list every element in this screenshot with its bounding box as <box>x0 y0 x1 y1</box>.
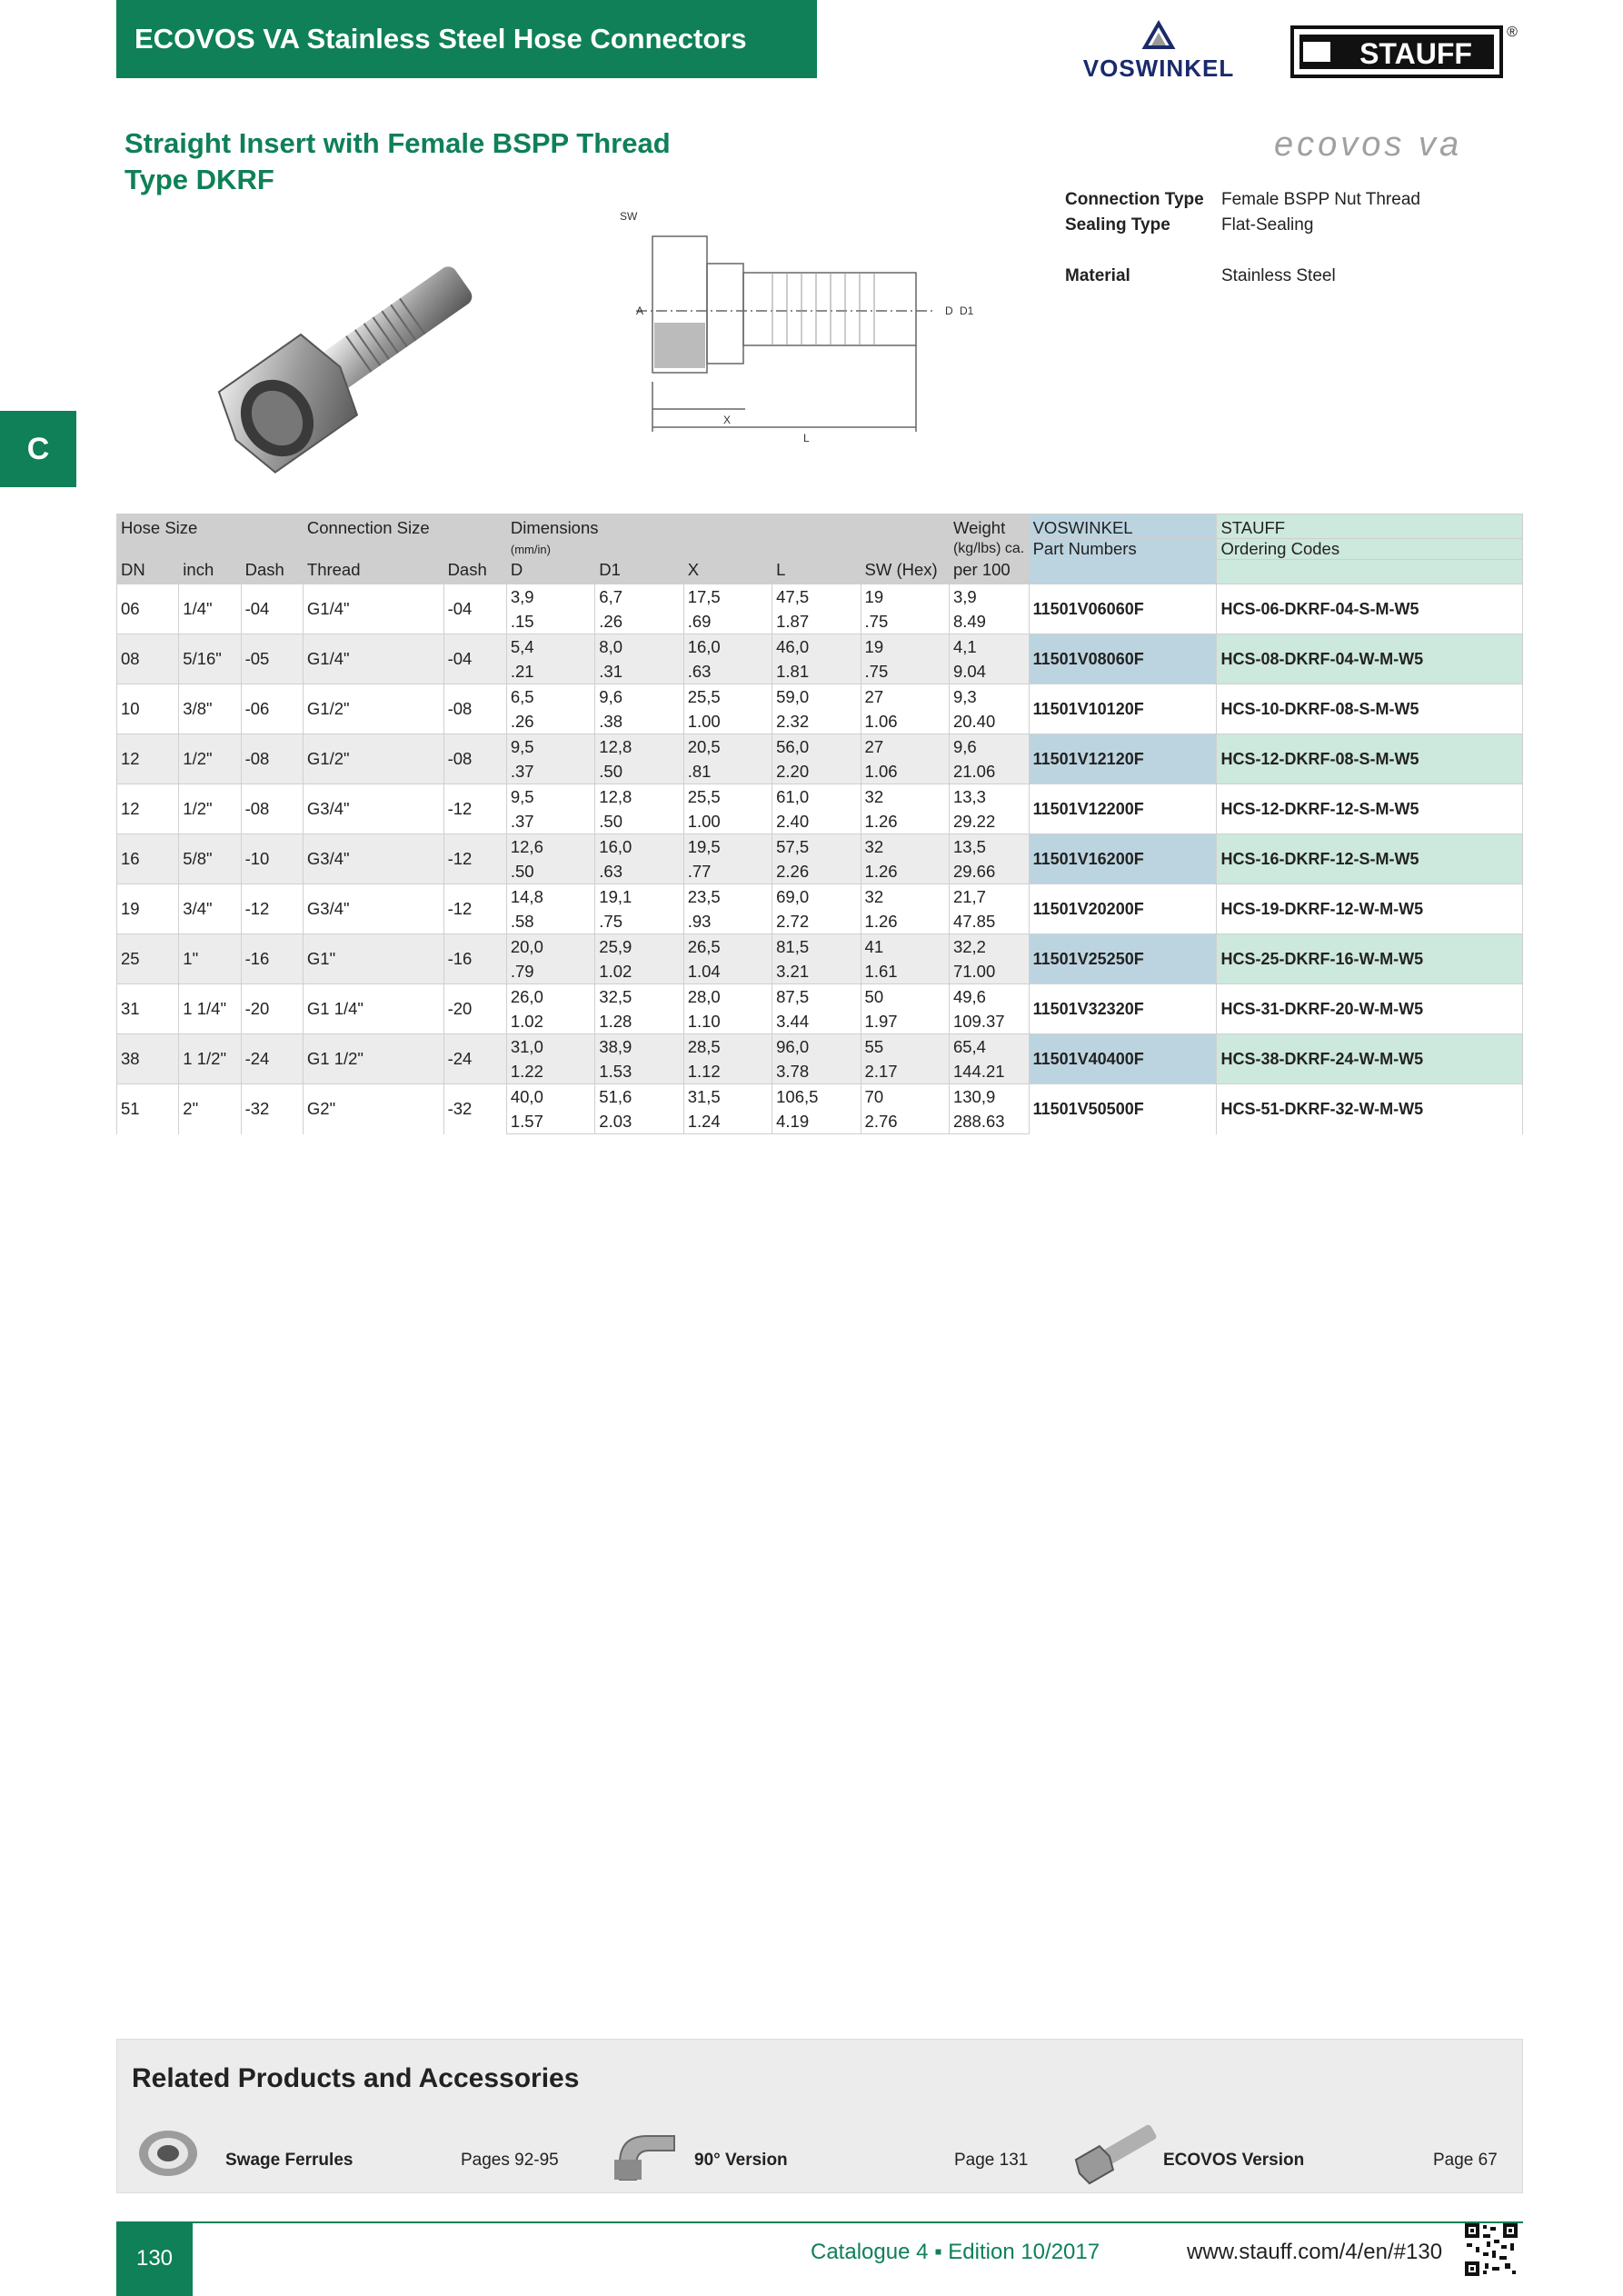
cell-d-in: .21 <box>506 659 594 684</box>
cell-weight-lbs: 71.00 <box>949 959 1029 984</box>
qr-code-icon[interactable] <box>1465 2223 1518 2276</box>
footer-line <box>116 2221 1523 2223</box>
col-thread: Thread <box>303 560 443 584</box>
header-hose-size: Hose Size <box>117 514 304 539</box>
cell-sw-mm: 32 <box>861 834 949 860</box>
cell-weight-lbs: 144.21 <box>949 1059 1029 1084</box>
cell-dn: 31 <box>117 984 179 1034</box>
cell-d-mm: 26,0 <box>506 984 594 1010</box>
stauff-text: STAUFF <box>1359 37 1472 70</box>
cell-l-in: 2.20 <box>772 759 861 784</box>
cell-weight-kg: 21,7 <box>949 884 1029 910</box>
cell-sw-in: 1.26 <box>861 859 949 884</box>
cell-thread: G1 1/2" <box>303 1034 443 1084</box>
cell-sw-in: 1.26 <box>861 909 949 934</box>
cell-sw-mm: 55 <box>861 1034 949 1060</box>
cell-sw-mm: 32 <box>861 784 949 810</box>
cell-d1-mm: 16,0 <box>595 834 683 860</box>
cell-sw-mm: 27 <box>861 734 949 760</box>
cell-weight-lbs: 8.49 <box>949 609 1029 634</box>
cell-d-in: .50 <box>506 859 594 884</box>
header-voswinkel-sub: Part Numbers <box>1029 539 1217 560</box>
cell-x-mm: 16,0 <box>683 634 772 660</box>
cell-ordering-code: HCS-06-DKRF-04-S-M-W5 <box>1217 584 1523 634</box>
cell-inch: 3/8" <box>179 684 241 734</box>
cell-weight-lbs: 288.63 <box>949 1109 1029 1134</box>
cell-x-in: .93 <box>683 909 772 934</box>
table-row <box>117 1034 1523 1060</box>
cell-d1-mm: 9,6 <box>595 684 683 710</box>
cell-ordering-code: HCS-12-DKRF-08-S-M-W5 <box>1217 734 1523 784</box>
cell-l-in: 2.32 <box>772 709 861 734</box>
cell-d1-in: .26 <box>595 609 683 634</box>
cell-x-in: 1.12 <box>683 1059 772 1084</box>
product-title-line1: Straight Insert with Female BSPP Thread <box>124 127 671 159</box>
cell-d1-mm: 19,1 <box>595 884 683 910</box>
spec-label-connection: Connection Type <box>1065 190 1204 209</box>
cell-ordering-code: HCS-10-DKRF-08-S-M-W5 <box>1217 684 1523 734</box>
col-inch: inch <box>179 560 241 584</box>
cell-x-in: 1.00 <box>683 809 772 834</box>
cell-thread: G3/4" <box>303 834 443 884</box>
cell-weight-lbs: 21.06 <box>949 759 1029 784</box>
cell-sw-in: 1.97 <box>861 1009 949 1034</box>
cell-l-in: 4.19 <box>772 1109 861 1134</box>
cell-x-in: 1.24 <box>683 1109 772 1134</box>
cell-ordering-code: HCS-08-DKRF-04-W-M-W5 <box>1217 634 1523 684</box>
cell-d-mm: 40,0 <box>506 1084 594 1110</box>
header-voswinkel: VOSWINKEL <box>1029 514 1217 539</box>
cell-conn-dash: -04 <box>443 634 506 684</box>
cell-weight-kg: 32,2 <box>949 934 1029 960</box>
cell-inch: 2" <box>179 1084 241 1134</box>
spec-label-material: Material <box>1065 266 1130 285</box>
cell-thread: G3/4" <box>303 784 443 834</box>
cell-l-in: 2.40 <box>772 809 861 834</box>
cell-sw-mm: 27 <box>861 684 949 710</box>
col-dash: Dash <box>241 560 303 584</box>
cell-d-in: .26 <box>506 709 594 734</box>
cell-weight-lbs: 20.40 <box>949 709 1029 734</box>
cell-conn-dash: -20 <box>443 984 506 1034</box>
cell-ordering-code: HCS-12-DKRF-12-S-M-W5 <box>1217 784 1523 834</box>
cell-x-in: .69 <box>683 609 772 634</box>
cell-weight-kg: 9,6 <box>949 734 1029 760</box>
stauff-logo <box>1290 22 1519 80</box>
cell-d-in: 1.22 <box>506 1059 594 1084</box>
drawing-label-sw: SW <box>620 210 638 223</box>
cell-dash: -10 <box>241 834 303 884</box>
cell-sw-in: .75 <box>861 659 949 684</box>
cell-d-in: .15 <box>506 609 594 634</box>
related-page-ecovos-version[interactable]: Page 67 <box>1433 2151 1498 2170</box>
cell-l-in: 1.81 <box>772 659 861 684</box>
cell-x-in: 1.00 <box>683 709 772 734</box>
cell-x-mm: 19,5 <box>683 834 772 860</box>
cell-thread: G3/4" <box>303 884 443 934</box>
cell-l-mm: 46,0 <box>772 634 861 660</box>
cell-d-mm: 12,6 <box>506 834 594 860</box>
cell-x-in: 1.10 <box>683 1009 772 1034</box>
cell-ordering-code: HCS-31-DKRF-20-W-M-W5 <box>1217 984 1523 1034</box>
product-photo <box>191 227 518 491</box>
cell-weight-kg: 49,6 <box>949 984 1029 1010</box>
header-stauff-sub: Ordering Codes <box>1217 539 1523 560</box>
spec-value-material: Stainless Steel <box>1221 266 1336 285</box>
section-tab: C <box>0 411 76 487</box>
cell-d1-mm: 32,5 <box>595 984 683 1010</box>
cell-thread: G1/4" <box>303 634 443 684</box>
cell-weight-lbs: 29.22 <box>949 809 1029 834</box>
cell-part-number: 11501V40400F <box>1029 1034 1217 1084</box>
cell-x-mm: 28,0 <box>683 984 772 1010</box>
col-sw: SW (Hex) <box>861 560 949 584</box>
cell-l-mm: 96,0 <box>772 1034 861 1060</box>
header-weight: Weight <box>949 514 1029 539</box>
cell-inch: 1/4" <box>179 584 241 634</box>
cell-d-in: .58 <box>506 909 594 934</box>
cell-x-mm: 26,5 <box>683 934 772 960</box>
cell-d1-in: .63 <box>595 859 683 884</box>
cell-l-in: 3.21 <box>772 959 861 984</box>
cell-sw-in: .75 <box>861 609 949 634</box>
table-body <box>117 584 1523 1134</box>
spec-label-sealing: Sealing Type <box>1065 215 1170 235</box>
drawing-label-d1: D1 <box>960 304 974 317</box>
cell-part-number: 11501V06060F <box>1029 584 1217 634</box>
cell-d1-mm: 6,7 <box>595 584 683 610</box>
technical-drawing <box>609 209 1027 464</box>
cell-ordering-code: HCS-51-DKRF-32-W-M-W5 <box>1217 1084 1523 1134</box>
cell-d1-in: .38 <box>595 709 683 734</box>
col-weight: per 100 <box>949 560 1029 584</box>
cell-thread: G2" <box>303 1084 443 1134</box>
ecovos-version-image <box>1072 2116 1163 2189</box>
cell-sw-in: 2.17 <box>861 1059 949 1084</box>
cell-inch: 1/2" <box>179 734 241 784</box>
table-row <box>117 934 1523 960</box>
cell-conn-dash: -12 <box>443 834 506 884</box>
cell-sw-mm: 50 <box>861 984 949 1010</box>
page-number: 130 <box>116 2221 193 2296</box>
col-x: X <box>683 560 772 584</box>
cell-l-in: 1.87 <box>772 609 861 634</box>
swage-ferrule-image <box>136 2127 200 2180</box>
cell-d-mm: 6,5 <box>506 684 594 710</box>
cell-inch: 5/8" <box>179 834 241 884</box>
cell-d-mm: 9,5 <box>506 784 594 810</box>
cell-d-in: .37 <box>506 809 594 834</box>
spec-value-sealing: Flat-Sealing <box>1221 215 1314 235</box>
cell-x-in: .63 <box>683 659 772 684</box>
cell-l-mm: 56,0 <box>772 734 861 760</box>
cell-dn: 12 <box>117 784 179 834</box>
cell-d-in: .37 <box>506 759 594 784</box>
cell-l-mm: 81,5 <box>772 934 861 960</box>
cell-d-mm: 5,4 <box>506 634 594 660</box>
cell-ordering-code: HCS-19-DKRF-12-W-M-W5 <box>1217 884 1523 934</box>
cell-x-mm: 23,5 <box>683 884 772 910</box>
cell-x-in: .81 <box>683 759 772 784</box>
cell-inch: 3/4" <box>179 884 241 934</box>
cell-l-in: 2.26 <box>772 859 861 884</box>
header-connection-size: Connection Size <box>303 514 506 539</box>
cell-dash: -12 <box>241 884 303 934</box>
cell-d1-in: .50 <box>595 809 683 834</box>
header-weight-units: (kg/lbs) ca. <box>949 539 1029 560</box>
related-title: Related Products and Accessories <box>132 2063 580 2093</box>
cell-d-mm: 20,0 <box>506 934 594 960</box>
cell-d-mm: 3,9 <box>506 584 594 610</box>
cell-d1-in: 2.03 <box>595 1109 683 1134</box>
related-item-swage-ferrules[interactable]: Swage Ferrules <box>225 2151 353 2170</box>
cell-x-in: 1.04 <box>683 959 772 984</box>
cell-part-number: 11501V32320F <box>1029 984 1217 1034</box>
header-dimensions: Dimensions <box>506 514 949 539</box>
cell-thread: G1/2" <box>303 684 443 734</box>
cell-part-number: 11501V12120F <box>1029 734 1217 784</box>
cell-dn: 08 <box>117 634 179 684</box>
product-title-line2: Type DKRF <box>124 164 274 195</box>
cell-l-in: 3.78 <box>772 1059 861 1084</box>
cell-l-mm: 59,0 <box>772 684 861 710</box>
table-row <box>117 984 1523 1010</box>
cell-d1-in: 1.28 <box>595 1009 683 1034</box>
cell-dash: -06 <box>241 684 303 734</box>
cell-dash: -32 <box>241 1084 303 1134</box>
cell-x-mm: 17,5 <box>683 584 772 610</box>
cell-x-mm: 25,5 <box>683 784 772 810</box>
cell-weight-kg: 9,3 <box>949 684 1029 710</box>
cell-weight-lbs: 47.85 <box>949 909 1029 934</box>
cell-d1-in: 1.53 <box>595 1059 683 1084</box>
cell-sw-in: 2.76 <box>861 1109 949 1134</box>
cell-part-number: 11501V12200F <box>1029 784 1217 834</box>
cell-conn-dash: -04 <box>443 584 506 634</box>
related-page-swage-ferrules[interactable]: Pages 92-95 <box>461 2151 559 2170</box>
related-item-90-version[interactable]: 90° Version <box>694 2151 788 2170</box>
cell-sw-mm: 19 <box>861 634 949 660</box>
related-page-90-version[interactable]: Page 131 <box>954 2151 1029 2170</box>
cell-weight-kg: 65,4 <box>949 1034 1029 1060</box>
cell-x-mm: 20,5 <box>683 734 772 760</box>
footer-url[interactable]: www.stauff.com/4/en/#130 <box>1187 2240 1443 2264</box>
cell-inch: 1" <box>179 934 241 984</box>
cell-d1-in: .75 <box>595 909 683 934</box>
table-row <box>117 634 1523 660</box>
cell-dn: 16 <box>117 834 179 884</box>
cell-d-mm: 9,5 <box>506 734 594 760</box>
cell-weight-kg: 130,9 <box>949 1084 1029 1110</box>
cell-conn-dash: -12 <box>443 784 506 834</box>
cell-sw-mm: 32 <box>861 884 949 910</box>
ecovos-logo: ecovos va <box>1274 125 1463 164</box>
cell-conn-dash: -08 <box>443 684 506 734</box>
cell-inch: 5/16" <box>179 634 241 684</box>
header-dim-units: (mm/in) <box>506 539 949 560</box>
cell-dn: 12 <box>117 734 179 784</box>
elbow-90-image <box>611 2118 683 2183</box>
cell-d1-mm: 51,6 <box>595 1084 683 1110</box>
spec-value-connection: Female BSPP Nut Thread <box>1221 190 1420 209</box>
cell-conn-dash: -12 <box>443 884 506 934</box>
cell-sw-mm: 19 <box>861 584 949 610</box>
col-d: D <box>506 560 594 584</box>
cell-l-mm: 87,5 <box>772 984 861 1010</box>
table-row <box>117 584 1523 610</box>
cell-sw-mm: 41 <box>861 934 949 960</box>
cell-l-mm: 106,5 <box>772 1084 861 1110</box>
cell-weight-kg: 13,5 <box>949 834 1029 860</box>
cell-dash: -20 <box>241 984 303 1034</box>
cell-part-number: 11501V10120F <box>1029 684 1217 734</box>
table-row <box>117 834 1523 860</box>
cell-weight-lbs: 29.66 <box>949 859 1029 884</box>
cell-d1-mm: 12,8 <box>595 784 683 810</box>
cell-x-in: .77 <box>683 859 772 884</box>
cell-part-number: 11501V25250F <box>1029 934 1217 984</box>
cell-d1-in: .31 <box>595 659 683 684</box>
header-title: ECOVOS VA Stainless Steel Hose Connectors <box>134 23 747 55</box>
cell-ordering-code: HCS-25-DKRF-16-W-M-W5 <box>1217 934 1523 984</box>
cell-dash: -16 <box>241 934 303 984</box>
cell-thread: G1/2" <box>303 734 443 784</box>
product-title <box>124 125 671 198</box>
voswinkel-text: VOSWINKEL <box>1082 55 1235 82</box>
cell-x-mm: 31,5 <box>683 1084 772 1110</box>
cell-part-number: 11501V50500F <box>1029 1084 1217 1134</box>
cell-l-in: 2.72 <box>772 909 861 934</box>
cell-dash: -08 <box>241 784 303 834</box>
cell-thread: G1 1/4" <box>303 984 443 1034</box>
cell-conn-dash: -24 <box>443 1034 506 1084</box>
cell-weight-kg: 4,1 <box>949 634 1029 660</box>
col-l: L <box>772 560 861 584</box>
cell-conn-dash: -16 <box>443 934 506 984</box>
table-row <box>117 784 1523 810</box>
cell-inch: 1 1/4" <box>179 984 241 1034</box>
header-stauff: STAUFF <box>1217 514 1523 539</box>
col-dn: DN <box>117 560 179 584</box>
cell-dash: -04 <box>241 584 303 634</box>
drawing-label-l: L <box>803 432 810 444</box>
drawing-label-a: A <box>636 304 644 317</box>
cell-part-number: 11501V20200F <box>1029 884 1217 934</box>
table-row <box>117 884 1523 910</box>
cell-x-mm: 28,5 <box>683 1034 772 1060</box>
cell-d-in: 1.57 <box>506 1109 594 1134</box>
cell-weight-kg: 3,9 <box>949 584 1029 610</box>
col-d1: D1 <box>595 560 683 584</box>
drawing-label-d: D <box>945 304 953 317</box>
cell-sw-in: 1.06 <box>861 759 949 784</box>
cell-l-mm: 57,5 <box>772 834 861 860</box>
header-title-bar <box>116 0 817 78</box>
cell-thread: G1" <box>303 934 443 984</box>
table-row <box>117 1084 1523 1110</box>
cell-dash: -08 <box>241 734 303 784</box>
cell-part-number: 11501V16200F <box>1029 834 1217 884</box>
cell-sw-in: 1.61 <box>861 959 949 984</box>
related-item-ecovos-version[interactable]: ECOVOS Version <box>1163 2151 1305 2170</box>
cell-dn: 19 <box>117 884 179 934</box>
table-row <box>117 684 1523 710</box>
cell-d-mm: 31,0 <box>506 1034 594 1060</box>
catalogue-edition: Catalogue 4 ▪ Edition 10/2017 <box>811 2240 1100 2264</box>
cell-d-in: 1.02 <box>506 1009 594 1034</box>
cell-dn: 25 <box>117 934 179 984</box>
voswinkel-logo <box>1063 20 1254 84</box>
cell-sw-in: 1.26 <box>861 809 949 834</box>
cell-weight-lbs: 9.04 <box>949 659 1029 684</box>
cell-dash: -24 <box>241 1034 303 1084</box>
drawing-label-x: X <box>723 414 732 426</box>
cell-l-in: 3.44 <box>772 1009 861 1034</box>
cell-dn: 38 <box>117 1034 179 1084</box>
cell-d1-mm: 38,9 <box>595 1034 683 1060</box>
cell-d1-in: 1.02 <box>595 959 683 984</box>
cell-d-in: .79 <box>506 959 594 984</box>
cell-d1-mm: 25,9 <box>595 934 683 960</box>
cell-d-mm: 14,8 <box>506 884 594 910</box>
cell-sw-in: 1.06 <box>861 709 949 734</box>
cell-sw-mm: 70 <box>861 1084 949 1110</box>
cell-ordering-code: HCS-38-DKRF-24-W-M-W5 <box>1217 1034 1523 1084</box>
cell-l-mm: 69,0 <box>772 884 861 910</box>
cell-dn: 06 <box>117 584 179 634</box>
spec-list <box>1065 187 1483 287</box>
cell-l-mm: 61,0 <box>772 784 861 810</box>
cell-conn-dash: -08 <box>443 734 506 784</box>
cell-inch: 1/2" <box>179 784 241 834</box>
cell-part-number: 11501V08060F <box>1029 634 1217 684</box>
registered-mark: ® <box>1507 25 1518 40</box>
cell-ordering-code: HCS-16-DKRF-12-S-M-W5 <box>1217 834 1523 884</box>
cell-x-mm: 25,5 <box>683 684 772 710</box>
cell-d1-in: .50 <box>595 759 683 784</box>
cell-d1-mm: 12,8 <box>595 734 683 760</box>
cell-weight-lbs: 109.37 <box>949 1009 1029 1034</box>
cell-dn: 51 <box>117 1084 179 1134</box>
cell-d1-mm: 8,0 <box>595 634 683 660</box>
table-row <box>117 734 1523 760</box>
col-conn-dash: Dash <box>443 560 506 584</box>
cell-conn-dash: -32 <box>443 1084 506 1134</box>
cell-weight-kg: 13,3 <box>949 784 1029 810</box>
cell-dash: -05 <box>241 634 303 684</box>
cell-thread: G1/4" <box>303 584 443 634</box>
cell-l-mm: 47,5 <box>772 584 861 610</box>
cell-inch: 1 1/2" <box>179 1034 241 1084</box>
cell-dn: 10 <box>117 684 179 734</box>
dimension-table <box>116 514 1523 1134</box>
